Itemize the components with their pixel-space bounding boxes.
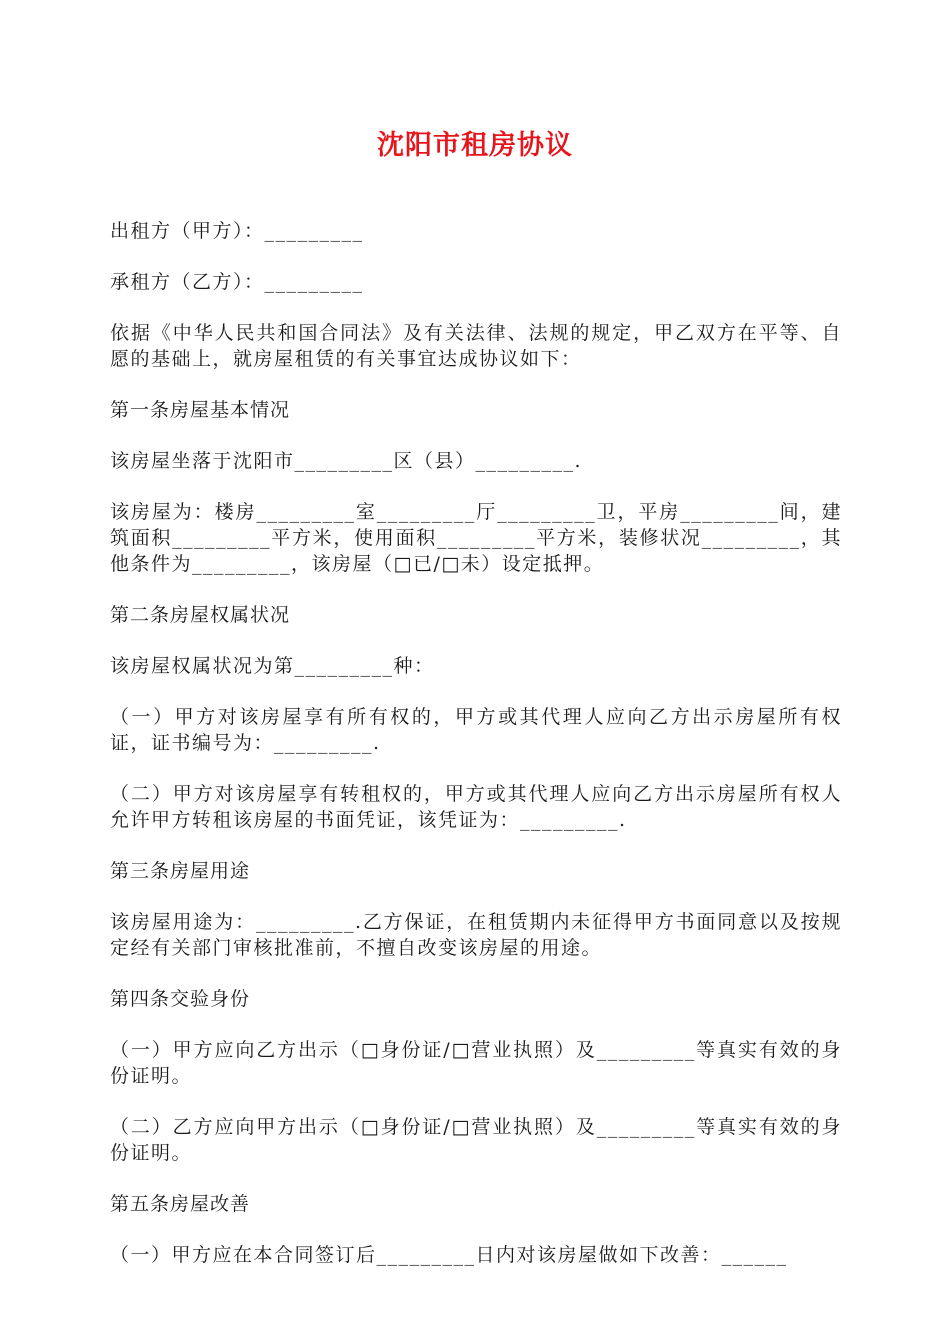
article-2-type: 该房屋权属状况为第_________种： [110, 655, 435, 677]
article-2-clause-1: （一）甲方对该房屋享有所有权的，甲方或其代理人应向乙方出示房屋所有权证，证书编号为：_________. [110, 706, 842, 754]
article-3-heading: 第三条房屋用途 [110, 860, 251, 882]
article-1-heading: 第一条房屋基本情况 [110, 399, 291, 421]
article-5-heading: 第五条房屋改善 [110, 1193, 251, 1215]
document-title: 沈阳市租房协议 [377, 130, 573, 161]
article-2-clause-2: （二）甲方对该房屋享有转租权的，甲方或其代理人应向乙方出示房屋所有权人允许甲方转租该房屋的书面凭证，该凭证为：_________. [110, 783, 842, 831]
article-4-clause-2: （二）乙方应向甲方出示（□身份证/□营业执照）及_________等真实有效的身份证明。 [110, 1116, 842, 1164]
article-3-usage: 该房屋用途为：_________.乙方保证，在租赁期内未征得甲方书面同意以及按规定经有关部门审核批准前，不擅自改变该房屋的用途。 [110, 911, 842, 959]
article-4-heading: 第四条交验身份 [110, 988, 251, 1010]
article-1-details: 该房屋为：楼房_________室_________厅_________卫，平房_________间，建筑面积_________平方米，使用面积_________平方米，装修状况_________，其他条件为_________，该房屋（□已/□未）设定抵押。 [110, 501, 842, 575]
preamble-paragraph: 依据《中华人民共和国合同法》及有关法律、法规的规定，甲乙双方在平等、自愿的基础上，就房屋租赁的有关事宜达成协议如下： [110, 322, 842, 370]
article-1-location: 该房屋坐落于沈阳市_________区（县）_________. [110, 450, 583, 472]
article-5-clause-1: （一）甲方应在本合同签订后_________日内对该房屋做如下改善：______ [110, 1244, 788, 1266]
document-body [110, 218, 842, 1293]
article-2-heading: 第二条房屋权属状况 [110, 604, 291, 626]
lessee-line: 承租方（乙方）：_________ [110, 271, 364, 293]
article-4-clause-1: （一）甲方应向乙方出示（□身份证/□营业执照）及_________等真实有效的身份证明。 [110, 1039, 842, 1087]
lessor-line: 出租方（甲方）：_________ [110, 220, 364, 242]
